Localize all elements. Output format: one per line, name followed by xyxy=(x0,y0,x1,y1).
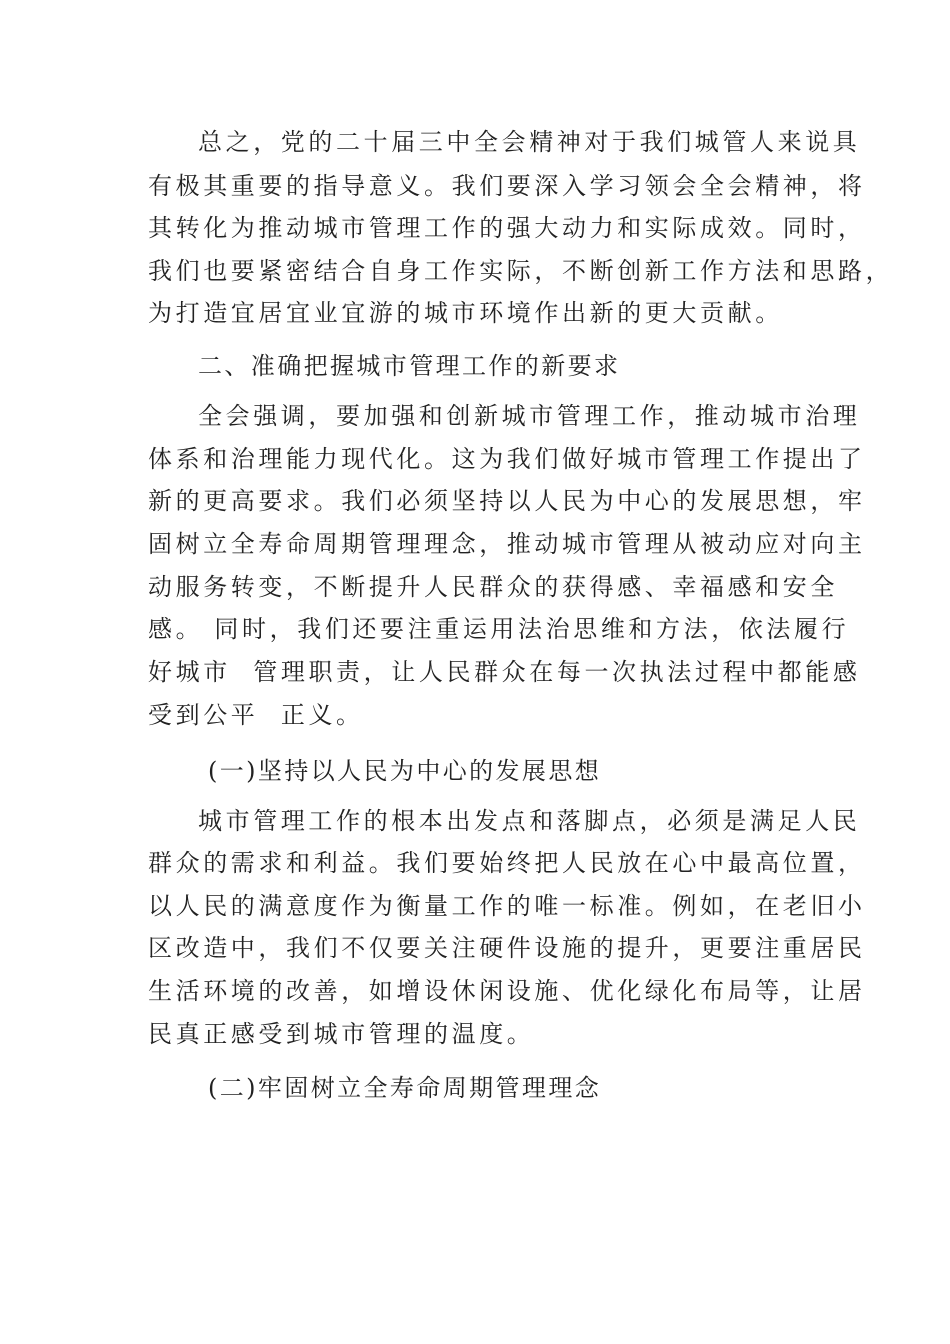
paragraph-people-line-6: 民真正感受到城市管理的温度。 xyxy=(148,1020,535,1048)
paragraph-summary-line-1: 总之，党的二十届三中全会精神对于我们城管人来说具 xyxy=(198,128,861,156)
paragraph-summary-line-2: 有极其重要的指导意义。我们要深入学习领会全会精神，将 xyxy=(148,172,866,200)
paragraph-people-line-5: 生活环境的改善，如增设休闲设施、优化绿化布局等，让居 xyxy=(148,977,866,1005)
paragraph-summary-line-5: 为打造宜居宜业宜游的城市环境作出新的更大贡献。 xyxy=(148,299,783,327)
paragraph-summary-line-3: 其转化为推动城市管理工作的强大动力和实际成效。同时， xyxy=(148,214,866,242)
paragraph-plenary-line-3: 新的更高要求。我们必须坚持以人民为中心的发展思想，牢 xyxy=(148,487,866,515)
section-heading-2: 二、准确把握城市管理工作的新要求 xyxy=(198,352,621,380)
paragraph-people-line-4: 区改造中，我们不仅要关注硬件设施的提升，更要注重居民 xyxy=(148,934,866,962)
paragraph-people-line-1: 城市管理工作的根本出发点和落脚点，必须是满足人民 xyxy=(198,807,861,835)
paragraph-people-line-2: 群众的需求和利益。我们要始终把人民放在心中最高位置， xyxy=(148,849,866,877)
paragraph-plenary-line-5: 动服务转变，不断提升人民群众的获得感、幸福感和安全 xyxy=(148,573,838,601)
paragraph-plenary-line-4: 固树立全寿命周期管理理念，推动城市管理从被动应对向主 xyxy=(148,530,866,558)
subheading-1: (一)坚持以人民为中心的发展思想 xyxy=(208,757,602,785)
paragraph-summary-line-4: 我们也要紧密结合自身工作实际，不断创新工作方法和思路， xyxy=(148,257,894,285)
subheading-2: (二)牢固树立全寿命周期管理理念 xyxy=(208,1074,602,1102)
paragraph-plenary-line-1: 全会强调，要加强和创新城市管理工作，推动城市治理 xyxy=(198,402,861,430)
paragraph-plenary-line-8: 受到公平 正义。 xyxy=(148,701,364,729)
paragraph-plenary-line-2: 体系和治理能力现代化。这为我们做好城市管理工作提出了 xyxy=(148,445,866,473)
paragraph-people-line-3: 以人民的满意度作为衡量工作的唯一标准。例如，在老旧小 xyxy=(148,892,866,920)
paragraph-plenary-line-7: 好城市 管理职责，让人民群众在每一次执法过程中都能感 xyxy=(148,658,861,686)
paragraph-plenary-line-6: 感。 同时，我们还要注重运用法治思维和方法，依法履行 xyxy=(148,615,850,643)
